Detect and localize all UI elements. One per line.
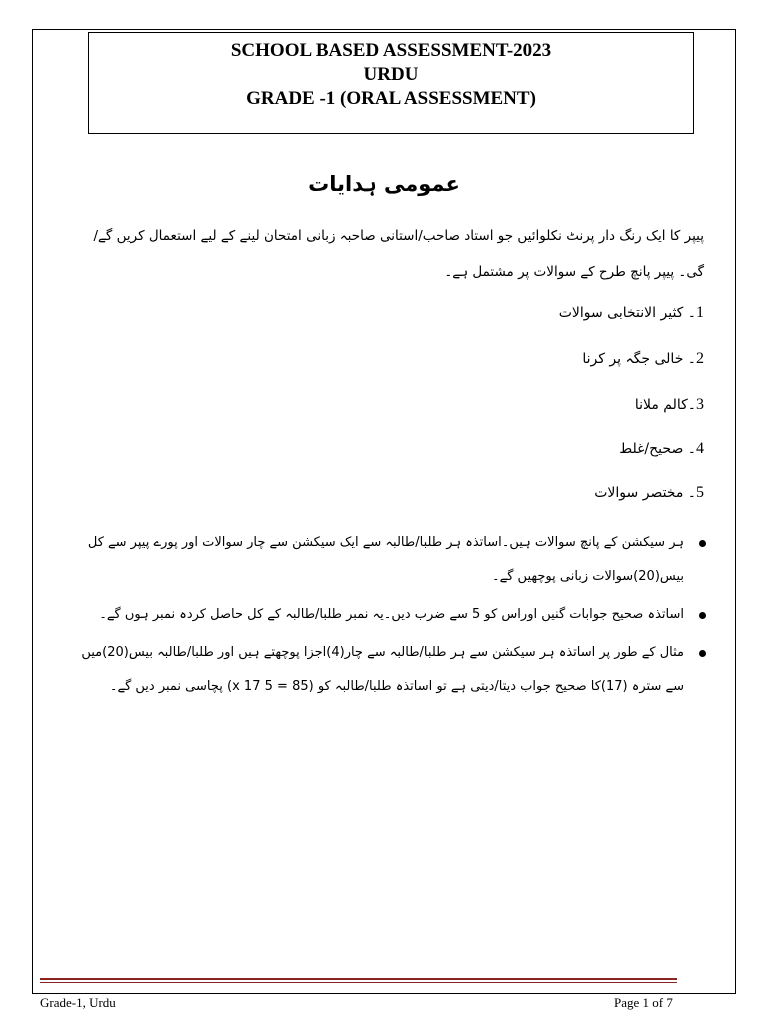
instruction-bullets: [80, 526, 684, 708]
bullet-text: اساتذہ صحیح جوابات گنیں اوراس کو 5 سے ضرب دیں۔یہ نمبر طلبا/طالبہ کے کل حاصل کردہ نمبر ہوں گے۔: [99, 607, 684, 622]
bullet-icon: [699, 540, 706, 547]
section-item-4: [619, 440, 704, 458]
footer-grade-label: Grade-1, Urdu: [40, 995, 116, 1010]
section-item-2: [582, 350, 704, 368]
section-label: ۔کالم ملانا: [634, 397, 696, 413]
section-item-3: [635, 396, 704, 414]
section-label: ۔ مختصر سوالات: [594, 485, 696, 501]
footer-rule: [40, 982, 677, 983]
bullet-text: ہر سیکشن کے پانچ سوالات ہیں۔اساتذہ ہر طلبا/طالبہ سے ایک سیکشن سے چار سوالات اور پورے پیپر سے کل بیس(20)سوالات زبانی پوچھیں گے۔: [87, 535, 684, 584]
subject-title: URDU: [363, 64, 419, 85]
list-item: [80, 598, 684, 632]
section-number: 1: [696, 304, 704, 321]
assessment-title: SCHOOL BASED ASSESSMENT-2023: [230, 40, 552, 61]
section-number: 3: [696, 396, 704, 413]
list-item: [80, 526, 684, 594]
section-label: ۔ صحیح/غلط: [619, 441, 696, 457]
section-number: 4: [696, 440, 704, 457]
instructions-heading: عمومی ہدایات: [308, 172, 460, 196]
section-label: ۔ خالی جگہ پر کرنا: [582, 351, 696, 367]
section-number: 5: [696, 484, 704, 501]
header-box: [88, 32, 694, 134]
footer-rule: [40, 978, 677, 980]
section-number: 2: [696, 350, 704, 367]
section-item-5: [594, 484, 704, 502]
bullet-icon: [699, 650, 706, 657]
intro-paragraph: پیپر کا ایک رنگ دار پرنٹ نکلوائیں جو استاد صاحب/استانی صاحبہ زبانی امتحان لینے کے لیے استعمال کریں گے/گی۔ پیپر پانچ طرح کے سوالات پر مشتمل ہے۔: [93, 228, 704, 280]
grade-title: GRADE -1 (ORAL ASSESSMENT): [246, 88, 536, 109]
footer-page-number: Page 1 of 7: [614, 995, 673, 1010]
list-item: [80, 636, 684, 704]
section-label: ۔ کثیر الانتخابی سوالات: [558, 305, 696, 321]
bullet-icon: [699, 612, 706, 619]
bullet-text: مثال کے طور پر اساتذہ ہر سیکشن سے ہر طلبا/طالبہ سے چار(4)اجزا پوچھتے ہیں اور طلبا/طالبہ بیس(20)میں سے سترہ (17)کا صحیح جواب دیتا/دیتی ہے تو اساتذہ طلبا/طالبہ کو (85 = 5 x 17) پچاسی نمبر دیں گے۔: [81, 645, 684, 694]
section-item-1: [559, 304, 704, 322]
